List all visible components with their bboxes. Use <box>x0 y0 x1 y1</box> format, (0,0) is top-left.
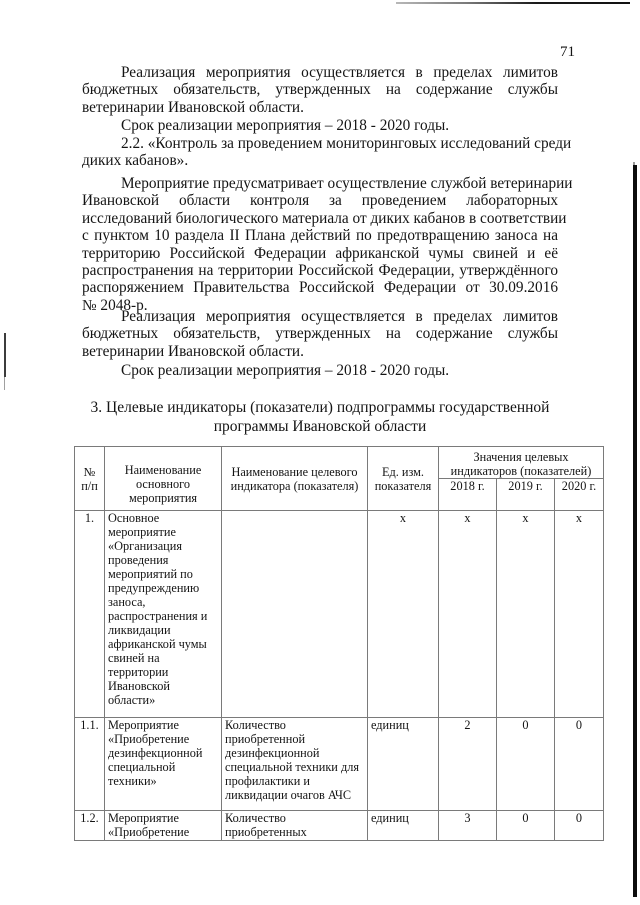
cell-event: Мероприятие «Приобретение <box>105 811 222 841</box>
cell-num: 1.2. <box>75 811 105 841</box>
text-line: Срок реализации мероприятия – 2018 - 2020 годы. <box>121 117 450 134</box>
text-line: территорию Российской Федерации африканской чумы свиней и её <box>82 244 558 262</box>
cell-indicator: Количество приобретенной дезинфекционной специальной техники для профилактики и ликвидации очагов АЧС <box>222 718 368 811</box>
cell-value-2019: 0 <box>497 811 555 841</box>
cell-num: 1. <box>75 511 105 718</box>
cell-value-2020: х <box>555 511 604 718</box>
text-line: Ивановской области контроля за проведением лабораторных <box>82 192 558 210</box>
section-heading-line-1: 3. Целевые индикаторы (показатели) подпрограммы государственной <box>90 399 550 416</box>
paragraph-monitoring-description <box>82 175 573 314</box>
text-line: с пунктом 10 раздела II Плана действий по предотвращению заноса на <box>82 227 558 245</box>
text-line: распоряжением Правительства Российской Федерации от 30.09.2016 <box>82 279 558 297</box>
cell-unit: х <box>368 511 439 718</box>
paragraph-budget-limits-2 <box>82 308 558 360</box>
table-row <box>75 811 604 841</box>
text-line: Реализация мероприятия осуществляется в пределах лимитов <box>121 308 558 325</box>
scan-edge-right <box>633 165 637 897</box>
cell-num: 1.1. <box>75 718 105 811</box>
table-row <box>75 511 604 718</box>
table-row <box>75 718 604 811</box>
cell-event: Основное мероприятие «Организация проведения мероприятий по предупреждению заноса, распространения и ликвидации африканской чумы свиней на территории Ивановской области» <box>105 511 222 718</box>
cell-indicator: Количество приобретенных <box>222 811 368 841</box>
cell-value-2019: х <box>497 511 555 718</box>
cell-value-2020: 0 <box>555 811 604 841</box>
table-header-row-1 <box>75 447 604 479</box>
paragraph-budget-limits-1 <box>82 64 558 116</box>
text-line: диких кабанов». <box>82 152 189 170</box>
scan-mark-left <box>4 333 6 377</box>
cell-unit: единиц <box>368 718 439 811</box>
header-unit: Ед. изм. показателя <box>368 447 439 511</box>
text-line: Реализация мероприятия осуществляется в пределах лимитов <box>121 64 558 81</box>
page-number: 71 <box>560 44 575 60</box>
cell-value-2018: 2 <box>439 718 497 811</box>
header-num: № п/п <box>75 447 105 511</box>
paragraph-term-1 <box>82 117 558 134</box>
scan-mark-left-faint <box>4 377 5 390</box>
paragraph-term-2 <box>82 362 558 379</box>
text-line: № 2048-р. <box>82 296 148 314</box>
text-line: Мероприятие предусматривает осуществление службой ветеринарии <box>121 175 573 192</box>
section-heading-line-2: программы Ивановской области <box>213 418 427 435</box>
text-line: распространения на территории Российской Федерации, утверждённого <box>82 262 558 280</box>
header-year-2018: 2018 г. <box>439 479 497 511</box>
text-line: ветеринарии Ивановской области. <box>82 98 304 116</box>
text-line: исследований биологического материала от диких кабанов в соответствии <box>82 209 567 227</box>
header-indicator: Наименование целевого индикатора (показателя) <box>222 447 368 511</box>
indicators-table <box>74 446 604 841</box>
cell-value-2019: 0 <box>497 718 555 811</box>
cell-unit: единиц <box>368 811 439 841</box>
section-heading <box>82 398 558 436</box>
header-year-2020: 2020 г. <box>555 479 604 511</box>
cell-event: Мероприятие «Приобретение дезинфекционной специальной техники» <box>105 718 222 811</box>
cell-value-2020: 0 <box>555 718 604 811</box>
header-values-group: Значения целевых индикаторов (показателей) <box>439 447 604 479</box>
cell-indicator <box>222 511 368 718</box>
text-line: бюджетных обязательств, утвержденных на содержание службы <box>82 325 558 343</box>
header-year-2019: 2019 г. <box>497 479 555 511</box>
text-line: Срок реализации мероприятия – 2018 - 2020 годы. <box>121 362 450 379</box>
paragraph-section-2-2 <box>82 135 572 170</box>
text-line: 2.2. «Контроль за проведением мониторинговых исследований среди <box>121 135 572 152</box>
header-event: Наименование основного мероприятия <box>105 447 222 511</box>
scan-edge-top <box>396 2 630 4</box>
text-line: ветеринарии Ивановской области. <box>82 342 304 360</box>
cell-value-2018: 3 <box>439 811 497 841</box>
text-line: бюджетных обязательств, утвержденных на содержание службы <box>82 81 558 99</box>
cell-value-2018: х <box>439 511 497 718</box>
